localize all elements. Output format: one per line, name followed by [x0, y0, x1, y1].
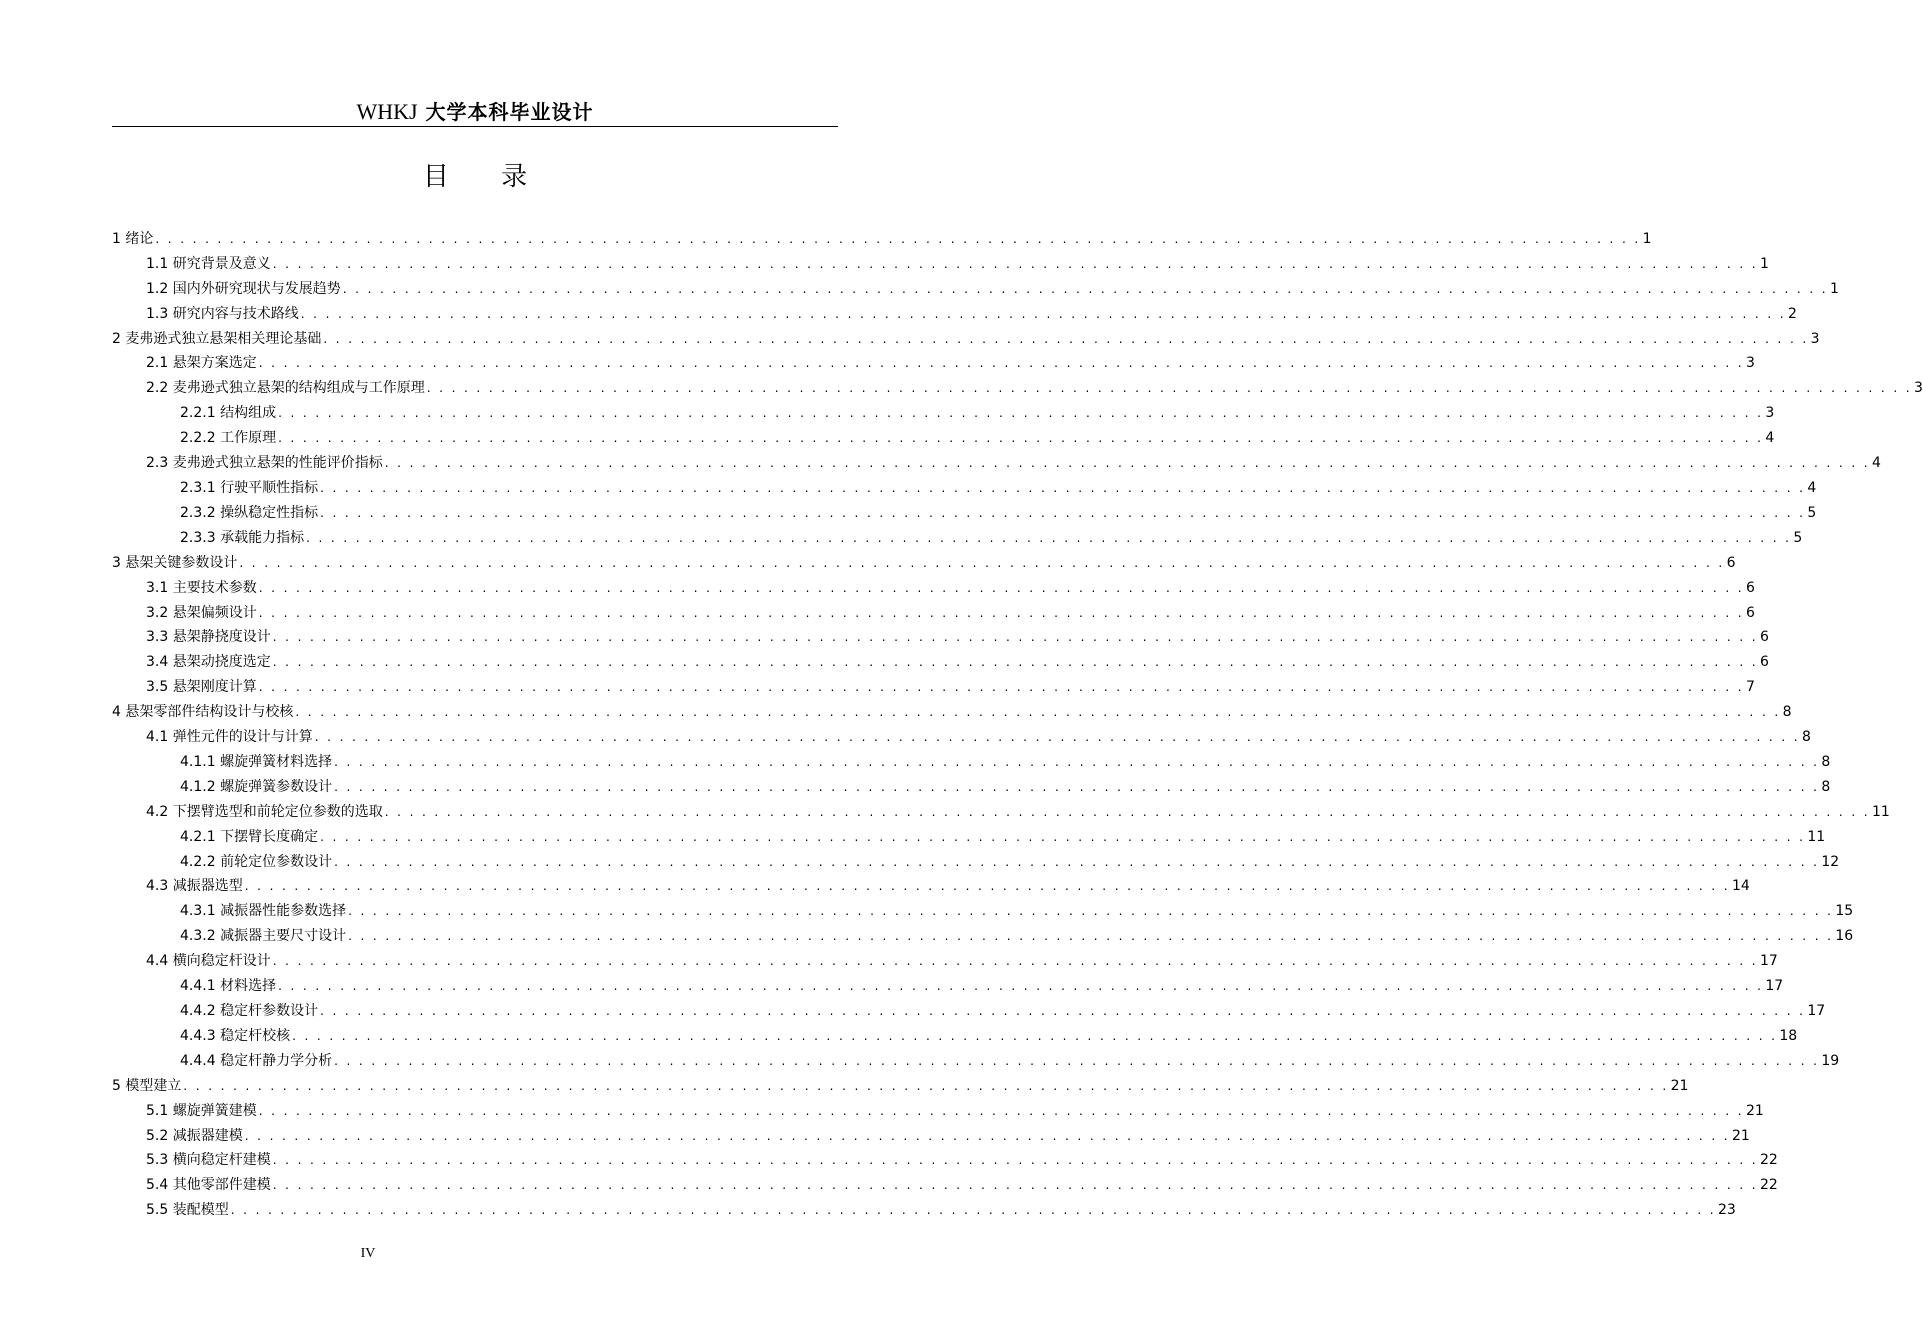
toc-entry-page: 11 [1871, 803, 1890, 820]
toc-entry-page: 11 [1807, 828, 1826, 845]
toc-entry-page: 15 [1835, 903, 1854, 920]
toc-leader-dots: . . . . . . . . . . . . . . . . . . . . . . . . . . . . . . . . . . . . . . . . . . . . . . . . . . . . . . . . . . . . . . . . . . . . . . . . . . . . . . . . . . . . . . . . . . . . . . . . . . . . . . . . . . . . . . . . . . . . . . . . [348, 904, 1834, 919]
toc-entry[interactable] [112, 1121, 1750, 1146]
toc-entry-page: 23 [1717, 1202, 1736, 1219]
toc-entry-page: 12 [1821, 853, 1840, 870]
toc-entry-page: 6 [1759, 654, 1769, 671]
toc-entry-page: 5 [1807, 504, 1817, 521]
toc-entry-label: 5.2 减振器建模 [146, 1127, 243, 1144]
toc-entry-page: 3 [1745, 355, 1755, 372]
toc-entry[interactable] [112, 274, 1839, 299]
toc-entry-page: 6 [1745, 604, 1755, 621]
toc-entry[interactable] [112, 249, 1769, 274]
toc-leader-dots: . . . . . . . . . . . . . . . . . . . . . . . . . . . . . . . . . . . . . . . . . . . . . . . . . . . . . . . . . . . . . . . . . . . . . . . . . . . . . . . . . . . . . . . . . . . . . . . . . . . . . . . . . . . . . . . . . . . . . . . . [258, 1103, 1744, 1118]
toc-leader-dots: . . . . . . . . . . . . . . . . . . . . . . . . . . . . . . . . . . . . . . . . . . . . . . . . . . . . . . . . . . . . . . . . . . . . . . . . . . . . . . . . . . . . . . . . . . . . . . . . . . . . . . . . . . . . . . . . . . . . . . . . [342, 281, 1828, 296]
toc-entry-label: 2.3.1 行驶平顺性指标 [180, 479, 319, 496]
toc-entry[interactable] [112, 747, 1831, 772]
toc-leader-dots: . . . . . . . . . . . . . . . . . . . . . . . . . . . . . . . . . . . . . . . . . . . . . . . . . . . . . . . . . . . . . . . . . . . . . . . . . . . . . . . . . . . . . . . . . . . . . . . . . . . . . . . . . . . . . . . . . . . . . . . . [334, 1053, 1820, 1068]
toc-leader-dots: . . . . . . . . . . . . . . . . . . . . . . . . . . . . . . . . . . . . . . . . . . . . . . . . . . . . . . . . . . . . . . . . . . . . . . . . . . . . . . . . . . . . . . . . . . . . . . . . . . . . . . . . . . . . . . . . . . . . . . . . [258, 580, 1744, 595]
toc-entry-label: 4.3.1 减振器性能参数选择 [180, 903, 347, 920]
toc-entry[interactable] [112, 722, 1811, 747]
toc-entry-label: 4.4.1 材料选择 [180, 978, 277, 995]
toc-entry-page: 8 [1801, 729, 1811, 746]
toc-entry-page: 3 [1913, 380, 1923, 397]
toc-entry-page: 22 [1759, 1177, 1778, 1194]
toc-leader-dots: . . . . . . . . . . . . . . . . . . . . . . . . . . . . . . . . . . . . . . . . . . . . . . . . . . . . . . . . . . . . . . . . . . . . . . . . . . . . . . . . . . . . . . . . . . . . . . . . . . . . . . . . . . . . . . . . . . . . . . . . [278, 431, 1764, 446]
running-header [0, 96, 950, 125]
toc-entry-page: 18 [1779, 1027, 1798, 1044]
toc-entry-page: 22 [1759, 1152, 1778, 1169]
toc-entry-label: 5.3 横向稳定杆建模 [146, 1152, 271, 1169]
toc-entry-page: 14 [1731, 878, 1750, 895]
toc-leader-dots: . . . . . . . . . . . . . . . . . . . . . . . . . . . . . . . . . . . . . . . . . . . . . . . . . . . . . . . . . . . . . . . . . . . . . . . . . . . . . . . . . . . . . . . . . . . . . . . . . . . . . . . . . . . . . . . . . . . . . . . . [348, 929, 1834, 944]
toc-leader-dots: . . . . . . . . . . . . . . . . . . . . . . . . . . . . . . . . . . . . . . . . . . . . . . . . . . . . . . . . . . . . . . . . . . . . . . . . . . . . . . . . . . . . . . . . . . . . . . . . . . . . . . . . . . . . . . . . . . . . . . . . [183, 1078, 1669, 1093]
toc-entry-label: 2.3.2 操纵稳定性指标 [180, 504, 319, 521]
toc-leader-dots: . . . . . . . . . . . . . . . . . . . . . . . . . . . . . . . . . . . . . . . . . . . . . . . . . . . . . . . . . . . . . . . . . . . . . . . . . . . . . . . . . . . . . . . . . . . . . . . . . . . . . . . . . . . . . . . . . . . . . . . . [314, 730, 1800, 745]
toc-entry-label: 4.1.1 螺旋弹簧材料选择 [180, 753, 333, 770]
toc-leader-dots: . . . . . . . . . . . . . . . . . . . . . . . . . . . . . . . . . . . . . . . . . . . . . . . . . . . . . . . . . . . . . . . . . . . . . . . . . . . . . . . . . . . . . . . . . . . . . . . . . . . . . . . . . . . . . . . . . . . . . . . . [320, 1004, 1806, 1018]
toc-leader-dots: . . . . . . . . . . . . . . . . . . . . . . . . . . . . . . . . . . . . . . . . . . . . . . . . . . . . . . . . . . . . . . . . . . . . . . . . . . . . . . . . . . . . . . . . . . . . . . . . . . . . . . . . . . . . . . . . . . . . . . . . [258, 605, 1744, 620]
toc-leader-dots: . . . . . . . . . . . . . . . . . . . . . . . . . . . . . . . . . . . . . . . . . . . . . . . . . . . . . . . . . . . . . . . . . . . . . . . . . . . . . . . . . . . . . . . . . . . . . . . . . . . . . . . . . . . . . . . . . . . . . . . . [323, 331, 1809, 346]
toc-entry-label: 2.1 悬架方案选定 [146, 355, 257, 372]
header-latin: WHKJ [356, 99, 418, 124]
toc-leader-dots: . . . . . . . . . . . . . . . . . . . . . . . . . . . . . . . . . . . . . . . . . . . . . . . . . . . . . . . . . . . . . . . . . . . . . . . . . . . . . . . . . . . . . . . . . . . . . . . . . . . . . . . . . . . . . . . . . . . . . . . . [272, 630, 1758, 645]
toc-leader-dots: . . . . . . . . . . . . . . . . . . . . . . . . . . . . . . . . . . . . . . . . . . . . . . . . . . . . . . . . . . . . . . . . . . . . . . . . . . . . . . . . . . . . . . . . . . . . . . . . . . . . . . . . . . . . . . . . . . . . . . . . [272, 1178, 1758, 1193]
toc-leader-dots: . . . . . . . . . . . . . . . . . . . . . . . . . . . . . . . . . . . . . . . . . . . . . . . . . . . . . . . . . . . . . . . . . . . . . . . . . . . . . . . . . . . . . . . . . . . . . . . . . . . . . . . . . . . . . . . . . . . . . . . . [384, 456, 1870, 471]
toc-entry[interactable] [112, 1096, 1764, 1121]
toc-entry-label: 4 悬架零部件结构设计与校核 [112, 704, 294, 721]
toc-entry-label: 2.2.2 工作原理 [180, 430, 277, 447]
toc-entry-label: 4.2.1 下摆臂长度确定 [180, 828, 319, 845]
toc-entry-label: 4.1 弹性元件的设计与计算 [146, 729, 313, 746]
toc-entry-page: 17 [1765, 978, 1784, 995]
toc-entry-page: 21 [1745, 1102, 1764, 1119]
toc-entry-page: 8 [1821, 778, 1831, 795]
toc-entry-label: 4.3 减振器选型 [146, 878, 243, 895]
toc-entry-label: 1.3 研究内容与技术路线 [146, 305, 299, 322]
toc-leader-dots: . . . . . . . . . . . . . . . . . . . . . . . . . . . . . . . . . . . . . . . . . . . . . . . . . . . . . . . . . . . . . . . . . . . . . . . . . . . . . . . . . . . . . . . . . . . . . . . . . . . . . . . . . . . . . . . . . . . . . . . . [320, 480, 1806, 495]
page-number: IV [360, 1246, 376, 1261]
toc-entry[interactable] [112, 946, 1778, 971]
toc-entry[interactable] [112, 573, 1755, 598]
toc-leader-dots: . . . . . . . . . . . . . . . . . . . . . . . . . . . . . . . . . . . . . . . . . . . . . . . . . . . . . . . . . . . . . . . . . . . . . . . . . . . . . . . . . . . . . . . . . . . . . . . . . . . . . . . . . . . . . . . . . . . . . . . . [272, 954, 1758, 969]
toc-entry-page: 1 [1642, 230, 1652, 247]
toc-entry-page: 8 [1821, 753, 1831, 770]
toc-entry[interactable] [112, 299, 1797, 324]
toc-entry-page: 21 [1670, 1077, 1689, 1094]
toc-entry[interactable] [112, 772, 1831, 797]
toc-leader-dots: . . . . . . . . . . . . . . . . . . . . . . . . . . . . . . . . . . . . . . . . . . . . . . . . . . . . . . . . . . . . . . . . . . . . . . . . . . . . . . . . . . . . . . . . . . . . . . . . . . . . . . . . . . . . . . . . . . . . . . . . [272, 256, 1758, 271]
toc-entry-page: 17 [1807, 1003, 1826, 1019]
toc-leader-dots: . . . . . . . . . . . . . . . . . . . . . . . . . . . . . . . . . . . . . . . . . . . . . . . . . . . . . . . . . . . . . . . . . . . . . . . . . . . . . . . . . . . . . . . . . . . . . . . . . . . . . . . . . . . . . . . . . . . . . . . . [426, 381, 1912, 396]
toc-leader-dots: . . . . . . . . . . . . . . . . . . . . . . . . . . . . . . . . . . . . . . . . . . . . . . . . . . . . . . . . . . . . . . . . . . . . . . . . . . . . . . . . . . . . . . . . . . . . . . . . . . . . . . . . . . . . . . . . . . . . . . . . [258, 356, 1744, 371]
toc-entry[interactable] [112, 498, 1817, 523]
toc-leader-dots: . . . . . . . . . . . . . . . . . . . . . . . . . . . . . . . . . . . . . . . . . . . . . . . . . . . . . . . . . . . . . . . . . . . . . . . . . . . . . . . . . . . . . . . . . . . . . . . . . . . . . . . . . . . . . . . . . . . . . . . . [272, 1153, 1758, 1168]
toc-entry-label: 4.4.4 稳定杆静力学分析 [180, 1052, 333, 1069]
toc-entry-page: 3 [1810, 330, 1820, 347]
toc-entry[interactable] [112, 822, 1826, 847]
toc-entry-label: 4.4.2 稳定杆参数设计 [180, 1003, 319, 1019]
toc-entry[interactable] [112, 1170, 1778, 1195]
toc-leader-dots: . . . . . . . . . . . . . . . . . . . . . . . . . . . . . . . . . . . . . . . . . . . . . . . . . . . . . . . . . . . . . . . . . . . . . . . . . . . . . . . . . . . . . . . . . . . . . . . . . . . . . . . . . . . . . . . . . . . . . . . . [334, 754, 1820, 769]
toc-leader-dots: . . . . . . . . . . . . . . . . . . . . . . . . . . . . . . . . . . . . . . . . . . . . . . . . . . . . . . . . . . . . . . . . . . . . . . . . . . . . . . . . . . . . . . . . . . . . . . . . . . . . . . . . . . . . . . . . . . . . . . . . [292, 1028, 1778, 1043]
toc-entry[interactable] [112, 398, 1775, 423]
toc-entry[interactable] [112, 623, 1769, 648]
toc-entry-label: 3.2 悬架偏频设计 [146, 604, 257, 621]
toc-entry-label: 5 模型建立 [112, 1077, 182, 1094]
toc-entry-label: 5.5 装配模型 [146, 1202, 229, 1219]
toc-entry-label: 4.2.2 前轮定位参数设计 [180, 853, 333, 870]
toc-leader-dots: . . . . . . . . . . . . . . . . . . . . . . . . . . . . . . . . . . . . . . . . . . . . . . . . . . . . . . . . . . . . . . . . . . . . . . . . . . . . . . . . . . . . . . . . . . . . . . . . . . . . . . . . . . . . . . . . . . . . . . . . [306, 530, 1792, 545]
toc-entry[interactable] [112, 373, 1923, 398]
toc-entry[interactable] [112, 523, 1803, 548]
toc-entry-label: 4.2 下摆臂选型和前轮定位参数的选取 [146, 803, 383, 820]
toc-leader-dots: . . . . . . . . . . . . . . . . . . . . . . . . . . . . . . . . . . . . . . . . . . . . . . . . . . . . . . . . . . . . . . . . . . . . . . . . . . . . . . . . . . . . . . . . . . . . . . . . . . . . . . . . . . . . . . . . . . . . . . . . [334, 854, 1820, 869]
toc-entry[interactable] [112, 647, 1769, 672]
toc-entry[interactable] [112, 971, 1784, 996]
toc-leader-dots: . . . . . . . . . . . . . . . . . . . . . . . . . . . . . . . . . . . . . . . . . . . . . . . . . . . . . . . . . . . . . . . . . . . . . . . . . . . . . . . . . . . . . . . . . . . . . . . . . . . . . . . . . . . . . . . . . . . . . . . . [300, 306, 1786, 321]
toc-entry-label: 3.5 悬架刚度计算 [146, 679, 257, 696]
toc-entry-page: 5 [1793, 529, 1803, 546]
toc-leader-dots: . . . . . . . . . . . . . . . . . . . . . . . . . . . . . . . . . . . . . . . . . . . . . . . . . . . . . . . . . . . . . . . . . . . . . . . . . . . . . . . . . . . . . . . . . . . . . . . . . . . . . . . . . . . . . . . . . . . . . . . . [278, 406, 1764, 421]
toc-entry[interactable] [112, 921, 1854, 946]
toc-entry[interactable] [112, 224, 1652, 249]
toc-entry-page: 3 [1765, 405, 1775, 422]
toc-entry-page: 6 [1726, 554, 1736, 571]
toc-entry-page: 17 [1759, 953, 1778, 970]
toc-leader-dots: . . . . . . . . . . . . . . . . . . . . . . . . . . . . . . . . . . . . . . . . . . . . . . . . . . . . . . . . . . . . . . . . . . . . . . . . . . . . . . . . . . . . . . . . . . . . . . . . . . . . . . . . . . . . . . . . . . . . . . . . [230, 1203, 1716, 1218]
toc-entry[interactable] [112, 847, 1840, 872]
toc-title: 目 录 [422, 162, 550, 192]
toc-entry[interactable] [112, 1021, 1798, 1046]
toc-entry[interactable] [112, 996, 1826, 1021]
toc-entry-label: 2.3 麦弗逊式独立悬架的性能评价指标 [146, 455, 383, 472]
toc-entry-label: 3 悬架关键参数设计 [112, 554, 238, 571]
toc-entry[interactable] [112, 324, 1820, 349]
toc-entry-label: 5.1 螺旋弹簧建模 [146, 1102, 257, 1119]
header-cjk: 大学本科毕业设计 [425, 100, 594, 124]
toc-leader-dots: . . . . . . . . . . . . . . . . . . . . . . . . . . . . . . . . . . . . . . . . . . . . . . . . . . . . . . . . . . . . . . . . . . . . . . . . . . . . . . . . . . . . . . . . . . . . . . . . . . . . . . . . . . . . . . . . . . . . . . . . [384, 804, 1870, 819]
header-rule [112, 126, 838, 127]
toc-entry-page: 2 [1787, 305, 1797, 322]
toc-entry[interactable] [112, 448, 1881, 473]
toc-leader-dots: . . . . . . . . . . . . . . . . . . . . . . . . . . . . . . . . . . . . . . . . . . . . . . . . . . . . . . . . . . . . . . . . . . . . . . . . . . . . . . . . . . . . . . . . . . . . . . . . . . . . . . . . . . . . . . . . . . . . . . . . [320, 505, 1806, 520]
toc-entry-page: 1 [1759, 255, 1769, 272]
toc-entry-label: 5.4 其他零部件建模 [146, 1177, 271, 1194]
toc-leader-dots: . . . . . . . . . . . . . . . . . . . . . . . . . . . . . . . . . . . . . . . . . . . . . . . . . . . . . . . . . . . . . . . . . . . . . . . . . . . . . . . . . . . . . . . . . . . . . . . . . . . . . . . . . . . . . . . . . . . . . . . . [278, 979, 1764, 994]
toc-leader-dots: . . . . . . . . . . . . . . . . . . . . . . . . . . . . . . . . . . . . . . . . . . . . . . . . . . . . . . . . . . . . . . . . . . . . . . . . . . . . . . . . . . . . . . . . . . . . . . . . . . . . . . . . . . . . . . . . . . . . . . . . [239, 555, 1725, 570]
toc-entry-label: 1 绪论 [112, 230, 154, 247]
toc-entry[interactable] [112, 598, 1755, 623]
toc-entry-page: 6 [1745, 579, 1755, 596]
toc-entry-page: 7 [1745, 679, 1755, 696]
toc-entry-label: 3.4 悬架动挠度选定 [146, 654, 271, 671]
toc-leader-dots: . . . . . . . . . . . . . . . . . . . . . . . . . . . . . . . . . . . . . . . . . . . . . . . . . . . . . . . . . . . . . . . . . . . . . . . . . . . . . . . . . . . . . . . . . . . . . . . . . . . . . . . . . . . . . . . . . . . . . . . . [272, 655, 1758, 670]
table-of-contents [112, 224, 1923, 1220]
toc-entry-label: 4.1.2 螺旋弹簧参数设计 [180, 778, 333, 795]
toc-entry-label: 2.2 麦弗逊式独立悬架的结构组成与工作原理 [146, 380, 425, 397]
toc-entry-label: 3.3 悬架静挠度设计 [146, 629, 271, 646]
toc-entry[interactable] [112, 548, 1736, 573]
toc-entry-page: 4 [1807, 479, 1817, 496]
toc-entry[interactable] [112, 423, 1775, 448]
toc-entry-label: 1.1 研究背景及意义 [146, 255, 271, 272]
toc-entry-label: 2.3.3 承载能力指标 [180, 529, 305, 546]
toc-leader-dots: . . . . . . . . . . . . . . . . . . . . . . . . . . . . . . . . . . . . . . . . . . . . . . . . . . . . . . . . . . . . . . . . . . . . . . . . . . . . . . . . . . . . . . . . . . . . . . . . . . . . . . . . . . . . . . . . . . . . . . . . [258, 680, 1744, 695]
toc-entry-label: 3.1 主要技术参数 [146, 579, 257, 596]
toc-entry[interactable] [112, 349, 1755, 374]
toc-entry[interactable] [112, 1046, 1840, 1071]
toc-entry-page: 16 [1835, 928, 1854, 945]
toc-entry-page: 4 [1871, 455, 1881, 472]
toc-entry-page: 1 [1829, 280, 1839, 297]
toc-leader-dots: . . . . . . . . . . . . . . . . . . . . . . . . . . . . . . . . . . . . . . . . . . . . . . . . . . . . . . . . . . . . . . . . . . . . . . . . . . . . . . . . . . . . . . . . . . . . . . . . . . . . . . . . . . . . . . . . . . . . . . . . [334, 779, 1820, 794]
toc-entry[interactable] [112, 473, 1817, 498]
toc-entry[interactable] [112, 1195, 1736, 1220]
toc-entry-label: 4.4.3 稳定杆校核 [180, 1027, 291, 1044]
toc-entry[interactable] [112, 672, 1755, 697]
toc-entry-page: 4 [1765, 430, 1775, 447]
toc-entry-page: 21 [1731, 1127, 1750, 1144]
toc-entry[interactable] [112, 797, 1890, 822]
toc-entry[interactable] [112, 697, 1792, 722]
toc-leader-dots: . . . . . . . . . . . . . . . . . . . . . . . . . . . . . . . . . . . . . . . . . . . . . . . . . . . . . . . . . . . . . . . . . . . . . . . . . . . . . . . . . . . . . . . . . . . . . . . . . . . . . . . . . . . . . . . . . . . . . . . . [244, 879, 1730, 894]
toc-entry-label: 2.2.1 结构组成 [180, 405, 277, 422]
toc-entry-page: 6 [1759, 629, 1769, 646]
toc-entry-label: 4.3.2 减振器主要尺寸设计 [180, 928, 347, 945]
toc-entry-page: 19 [1821, 1052, 1840, 1069]
toc-leader-dots: . . . . . . . . . . . . . . . . . . . . . . . . . . . . . . . . . . . . . . . . . . . . . . . . . . . . . . . . . . . . . . . . . . . . . . . . . . . . . . . . . . . . . . . . . . . . . . . . . . . . . . . . . . . . . . . . . . . . . . . . [244, 1128, 1730, 1143]
toc-entry[interactable] [112, 1071, 1689, 1096]
toc-leader-dots: . . . . . . . . . . . . . . . . . . . . . . . . . . . . . . . . . . . . . . . . . . . . . . . . . . . . . . . . . . . . . . . . . . . . . . . . . . . . . . . . . . . . . . . . . . . . . . . . . . . . . . . . . . . . . . . . . . . . . . . . [295, 705, 1781, 720]
toc-entry-label: 2 麦弗逊式独立悬架相关理论基础 [112, 330, 322, 347]
toc-entry-label: 4.4 横向稳定杆设计 [146, 953, 271, 970]
toc-entry[interactable] [112, 1146, 1778, 1171]
toc-entry[interactable] [112, 872, 1750, 897]
toc-entry[interactable] [112, 896, 1854, 921]
toc-leader-dots: . . . . . . . . . . . . . . . . . . . . . . . . . . . . . . . . . . . . . . . . . . . . . . . . . . . . . . . . . . . . . . . . . . . . . . . . . . . . . . . . . . . . . . . . . . . . . . . . . . . . . . . . . . . . . . . . . . . . . . . . [320, 829, 1806, 844]
toc-entry-label: 1.2 国内外研究现状与发展趋势 [146, 280, 341, 297]
toc-leader-dots: . . . . . . . . . . . . . . . . . . . . . . . . . . . . . . . . . . . . . . . . . . . . . . . . . . . . . . . . . . . . . . . . . . . . . . . . . . . . . . . . . . . . . . . . . . . . . . . . . . . . . . . . . . . . . . . . . . . . . . . . [155, 231, 1641, 246]
toc-entry-page: 8 [1782, 704, 1792, 721]
